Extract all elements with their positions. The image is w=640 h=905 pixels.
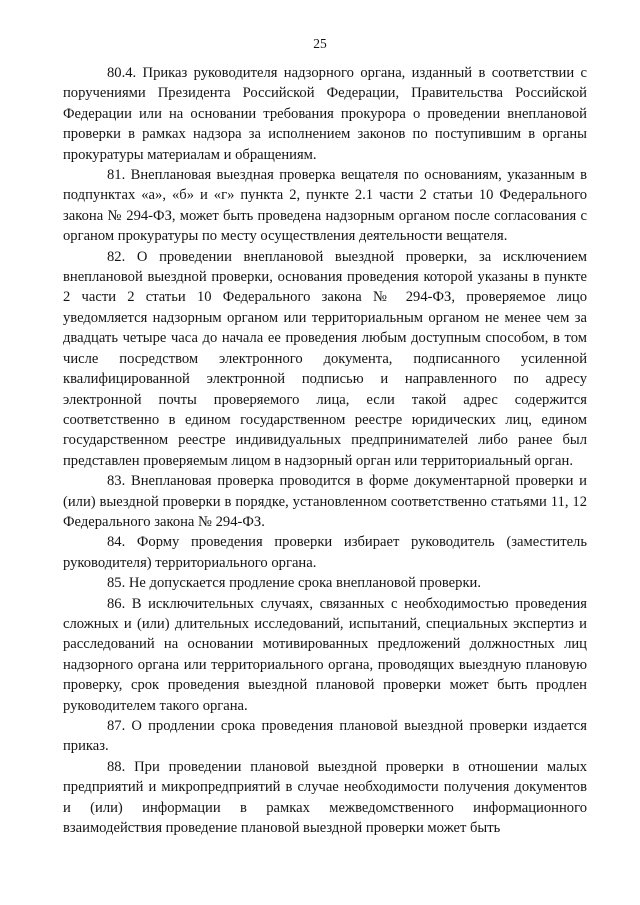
paragraph-84: 84. Форму проведения проверки избирает руководитель (заместитель руководителя) территориального органа. xyxy=(63,534,587,571)
paragraph-82: 82. О проведении внеплановой выездной проверки, за исключением внеплановой выездной проверки, основания проведения которой указаны в пункте 2 части 2 статьи 10 Федерального закона № 294-ФЗ, проверяемое лицо уведомляется надзорным органом или территориальным органом не менее чем за двадцать четыре часа до начала ее проведения любым доступным способом, в том числе посредством электронного документа, подписанного усиленной квалифицированной электронной подписью и направленного по адресу электронной почты проверяемого лица, если такой адрес содержится соответственно в едином государственном реестре юридических лиц, едином государственном реестре индивидуальных предпринимателей либо ранее был представлен проверяемым лицом в надзорный орган или территориальный орган. xyxy=(63,248,587,469)
paragraph-87: 87. О продлении срока проведения плановой выездной проверки издается приказ. xyxy=(63,718,587,755)
paragraph-88: 88. При проведении плановой выездной проверки в отношении малых предприятий и микропредприятий в случае необходимости получения документов и (или) информации в рамках межведомственного информационного взаимодействия проведение плановой выездной проверки может быть xyxy=(63,758,587,837)
page-number: 25 xyxy=(313,36,327,51)
document-body xyxy=(63,63,587,838)
paragraph-81: 81. Внеплановая выездная проверка вещателя по основаниям, указанным в подпунктах «а», «б» и «г» пункта 2, пункте 2.1 части 2 статьи 10 Федерального закона № 294-ФЗ, может быть проведена надзорным органом после согласования с органом прокуратуры по месту осуществления деятельности вещателя. xyxy=(63,167,587,245)
paragraph-80-4: 80.4. Приказ руководителя надзорного органа, изданный в соответствии с поручениями Президента Российской Федерации, Правительства Российской Федерации или на основании требования прокурора о проведении внеплановой проверки в рамках надзора за исполнением законов по поступившим в органы прокуратуры материалам и обращениям. xyxy=(63,65,587,163)
paragraph-85: 85. Не допускается продление срока внеплановой проверки. xyxy=(107,575,481,592)
paragraph-83: 83. Внеплановая проверка проводится в форме документарной проверки и (или) выездной проверки в порядке, установленном соответственно статьями 11, 12 Федерального закона № 294-ФЗ. xyxy=(63,473,587,530)
paragraph-86: 86. В исключительных случаях, связанных с необходимостью проведения сложных и (или) длительных исследований, испытаний, специальных экспертиз и расследований на основании мотивированных предложений должностных лиц надзорного органа или территориального органа, проводящих выездную плановую проверку, срок проведения выездной плановой проверки может быть продлен руководителем такого органа. xyxy=(63,595,587,714)
